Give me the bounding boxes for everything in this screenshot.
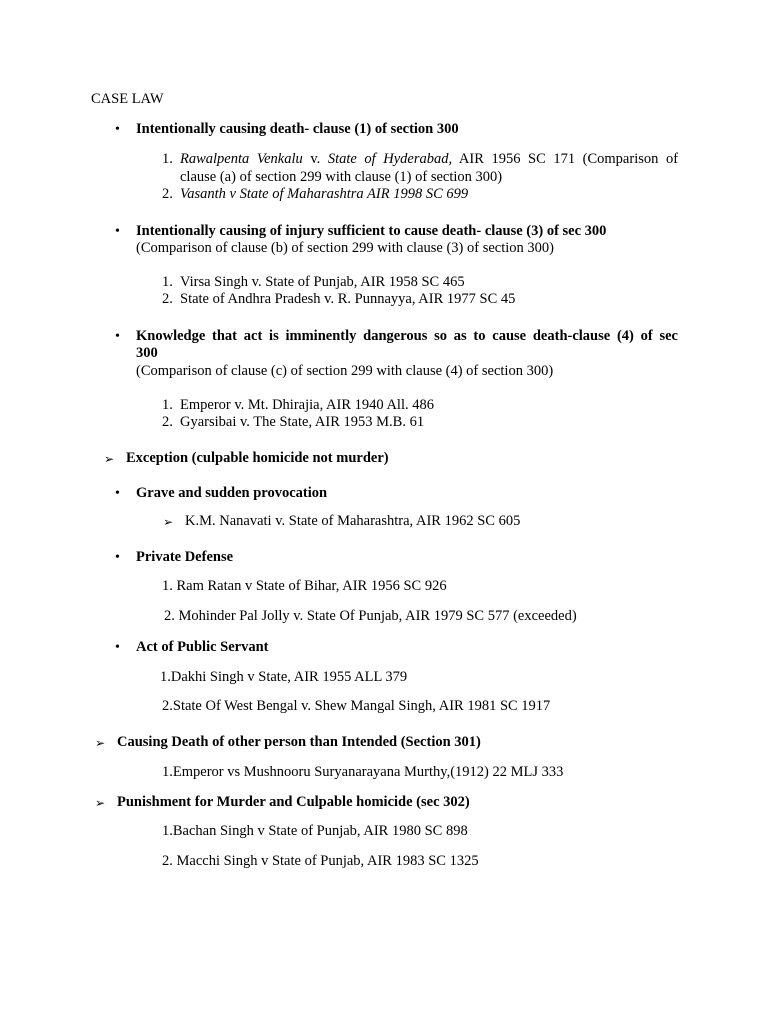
sec302-case2: 2. Macchi Singh v State of Punjab, AIR 1983 SC 1325 [162, 853, 479, 869]
sec3-case2: Gyarsibai v. The State, AIR 1953 M.B. 61 [180, 414, 425, 430]
page-heading: CASE LAW [91, 91, 164, 107]
sec2-case1-number: 1. [162, 274, 173, 290]
sec3-case2-number: 2. [162, 414, 173, 430]
public-servant-case1: 1.Dakhi Singh v State, AIR 1955 ALL 379 [160, 669, 408, 685]
sec2-case2-number: 2. [162, 291, 173, 307]
arrow-bullet-icon: ➢ [163, 515, 174, 529]
public-servant-case2: 2.State Of West Bengal v. Shew Mangal Singh, AIR 1981 SC 1917 [162, 698, 551, 714]
sec1-case1-citation: AIR 1956 SC 171 (Comparison of [458, 151, 679, 167]
sec302-case1: 1.Bachan Singh v State of Punjab, AIR 1980 SC 898 [162, 823, 468, 839]
bullet-icon: • [115, 122, 120, 137]
bullet-icon: • [115, 640, 120, 655]
sec2-case1: Virsa Singh v. State of Punjab, AIR 1958 SC 465 [180, 274, 465, 290]
bullet-icon: • [115, 486, 120, 501]
private-defense-title: Private Defense [136, 549, 234, 565]
private-defense-case2: 2. Mohinder Pal Jolly v. State Of Punjab, AIR 1979 SC 577 (exceeded) [164, 608, 577, 624]
sec1-case1-line1 [180, 151, 678, 168]
sec2-case2: State of Andhra Pradesh v. R. Punnayya, AIR 1977 SC 45 [180, 291, 516, 307]
exception-title: Exception (culpable homicide not murder) [126, 450, 389, 466]
sec3-case1: Emperor v. Mt. Dhirajia, AIR 1940 All. 486 [180, 397, 434, 413]
arrow-bullet-icon: ➢ [95, 796, 106, 810]
private-defense-case1: 1. Ram Ratan v State of Bihar, AIR 1956 SC 926 [162, 578, 447, 594]
sec1-case1-versus: v. [310, 151, 321, 167]
sec1-case1-party1: Rawalpenta Venkalu [180, 151, 303, 167]
bullet-icon: • [115, 550, 120, 565]
sec302-title: Punishment for Murder and Culpable homicide (sec 302) [117, 794, 470, 810]
sec3-case1-number: 1. [162, 397, 173, 413]
sec3-note: (Comparison of clause (c) of section 299 with clause (4) of section 300) [136, 363, 554, 379]
sec1-case2-number: 2. [162, 186, 173, 202]
arrow-bullet-icon: ➢ [95, 736, 106, 750]
public-servant-title: Act of Public Servant [136, 639, 269, 655]
sec1-case1-party2: State of Hyderabad, [327, 151, 453, 167]
sec3-title-line2: 300 [136, 345, 158, 361]
grave-provocation-case: K.M. Nanavati v. State of Maharashtra, AIR 1962 SC 605 [185, 513, 521, 529]
sec1-case1-number: 1. [162, 151, 173, 167]
sec1-title: Intentionally causing death- clause (1) of section 300 [136, 121, 459, 137]
sec2-note: (Comparison of clause (b) of section 299 with clause (3) of section 300) [136, 240, 554, 256]
sec301-title: Causing Death of other person than Intended (Section 301) [117, 734, 481, 750]
grave-provocation-title: Grave and sudden provocation [136, 485, 328, 501]
sec301-case1: 1.Emperor vs Mushnooru Suryanarayana Murthy,(1912) 22 MLJ 333 [162, 764, 564, 780]
sec3-title-line1: Knowledge that act is imminently dangerous so as to cause death-clause (4) of sec [136, 328, 678, 344]
sec1-case2: Vasanth v State of Maharashtra AIR 1998 SC 699 [180, 186, 469, 202]
bullet-icon: • [115, 224, 120, 239]
sec2-title: Intentionally causing of injury sufficient to cause death- clause (3) of sec 300 [136, 223, 607, 239]
bullet-icon: • [115, 329, 120, 344]
sec1-case1-line2: clause (a) of section 299 with clause (1) of section 300) [180, 169, 503, 185]
arrow-bullet-icon: ➢ [104, 452, 115, 466]
